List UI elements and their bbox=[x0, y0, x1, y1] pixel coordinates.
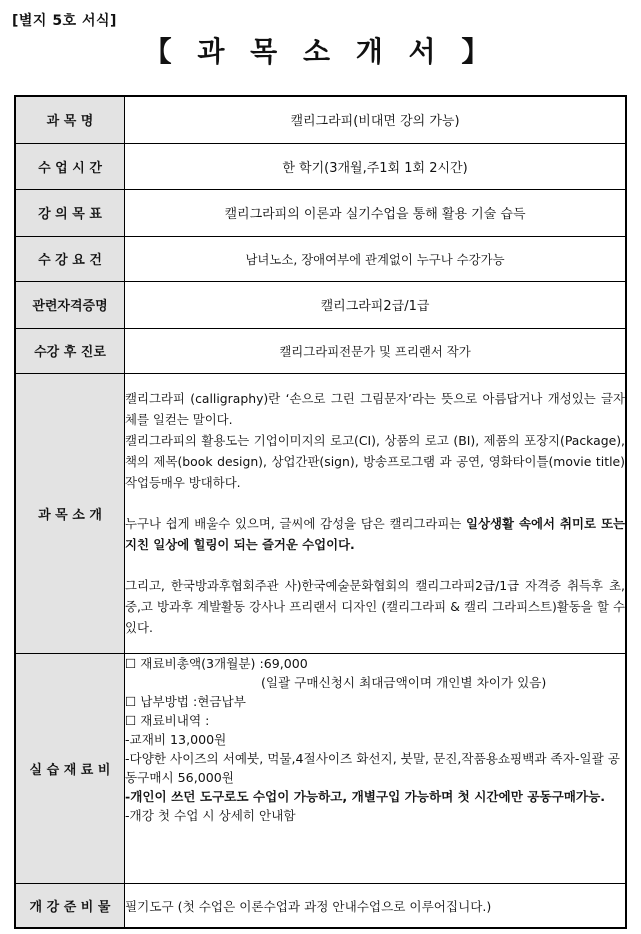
row-career bbox=[15, 328, 626, 373]
value-preparation: 필기도구 (첫 수업은 이론수업과 과정 안내수업으로 이루어집니다.) bbox=[125, 883, 627, 928]
materials-notice: -개강 첫 수업 시 상세히 안내함 bbox=[125, 807, 296, 823]
materials-notice-bold: -개인이 쓰던 도구로도 수업이 가능하고, 개별구입 가능하며 첫 시간에만 공동구매가능. bbox=[125, 788, 606, 804]
label-materials: 실 습 재 료 비 bbox=[15, 653, 125, 883]
intro-paragraph-4: 그리고, 한국방과후협회주관 사)한국예술문화협회의 캘리그라피2급/1급 자격증 취득후 초,중,고 방과후 계발활동 강사나 프리랜서 디자인 (캘리그라피 & 캘리 그라피스트)활동을 할 수 있다. bbox=[125, 578, 625, 635]
course-intro-table bbox=[14, 95, 627, 929]
label-preparation: 개 강 준 비 물 bbox=[15, 883, 125, 928]
value-materials bbox=[125, 653, 627, 883]
materials-payment: ☐ 납부방법 :현금납부 bbox=[125, 693, 246, 709]
materials-total-note: (일괄 구매신청시 최대금액이며 개인별 차이가 있음) bbox=[261, 674, 547, 690]
label-requirement: 수 강 요 건 bbox=[15, 236, 125, 281]
value-certificate: 캘리그라피2급/1급 bbox=[125, 281, 627, 328]
row-duration bbox=[15, 143, 626, 189]
materials-textbook: -교재비 13,000원 bbox=[125, 731, 227, 747]
form-number: [별지 5호 서식] bbox=[12, 13, 117, 29]
label-goal: 강 의 목 표 bbox=[15, 189, 125, 236]
intro-paragraph-3-text: 누구나 쉽게 배울수 있으며, 글씨에 감성을 담은 캘리그라피는 bbox=[125, 516, 467, 531]
materials-supplies: -다양한 사이즈의 서예붓, 먹물,4절사이즈 화선지, 붓말, 문진,작품용쇼핑백과 족자-일괄 공동구매시 56,000원 bbox=[125, 750, 620, 785]
intro-paragraph-1: 캘리그라피 (calligraphy)란 ‘손으로 그린 그림문자’라는 뜻으로 아름답거나 개성있는 글자체를 일컫는 말이다. bbox=[125, 391, 625, 427]
value-subject: 캘리그라피(비대면 강의 가능) bbox=[125, 96, 627, 143]
row-requirement bbox=[15, 236, 626, 281]
intro-paragraph-3-emphasis: 일상생활 속에서 취미로 또는 지친 일상에 힐링이 되는 즐거운 수업이다. bbox=[125, 516, 626, 552]
value-goal: 캘리그라피의 이론과 실기수업을 통해 활용 기술 습득 bbox=[125, 189, 627, 236]
row-materials bbox=[15, 653, 626, 883]
intro-paragraph-3 bbox=[125, 513, 625, 555]
intro-paragraph-2: 캘리그라피의 활용도는 기업이미지의 로고(CI), 상품의 로고 (BI), 제품의 포장지(Package),책의 제목(book design), 상업간판(sign), 방송프로그램 과 공연, 영화타이틀(movie title)작업등매우 방대하다. bbox=[125, 433, 625, 490]
materials-details-head: ☐ 재료비내역 : bbox=[125, 712, 210, 728]
row-goal bbox=[15, 189, 626, 236]
label-subject: 과 목 명 bbox=[15, 96, 125, 143]
row-intro bbox=[15, 373, 626, 653]
document-title: 【 과 목 소 개 서 】 bbox=[143, 35, 498, 68]
value-requirement: 남녀노소, 장애여부에 관계없이 누구나 수강가능 bbox=[125, 236, 627, 281]
value-career: 캘리그라피전문가 및 프리랜서 작가 bbox=[125, 328, 627, 373]
label-intro: 과 목 소 개 bbox=[15, 373, 125, 653]
label-certificate: 관련자격증명 bbox=[15, 281, 125, 328]
row-preparation bbox=[15, 883, 626, 928]
row-subject bbox=[15, 96, 626, 143]
label-career: 수강 후 진로 bbox=[15, 328, 125, 373]
value-intro bbox=[125, 373, 627, 653]
row-certificate bbox=[15, 281, 626, 328]
value-duration: 한 학기(3개월,주1회 1회 2시간) bbox=[125, 143, 627, 189]
materials-total: ☐ 재료비총액(3개월분) :69,000 bbox=[125, 655, 308, 671]
label-duration: 수 업 시 간 bbox=[15, 143, 125, 189]
